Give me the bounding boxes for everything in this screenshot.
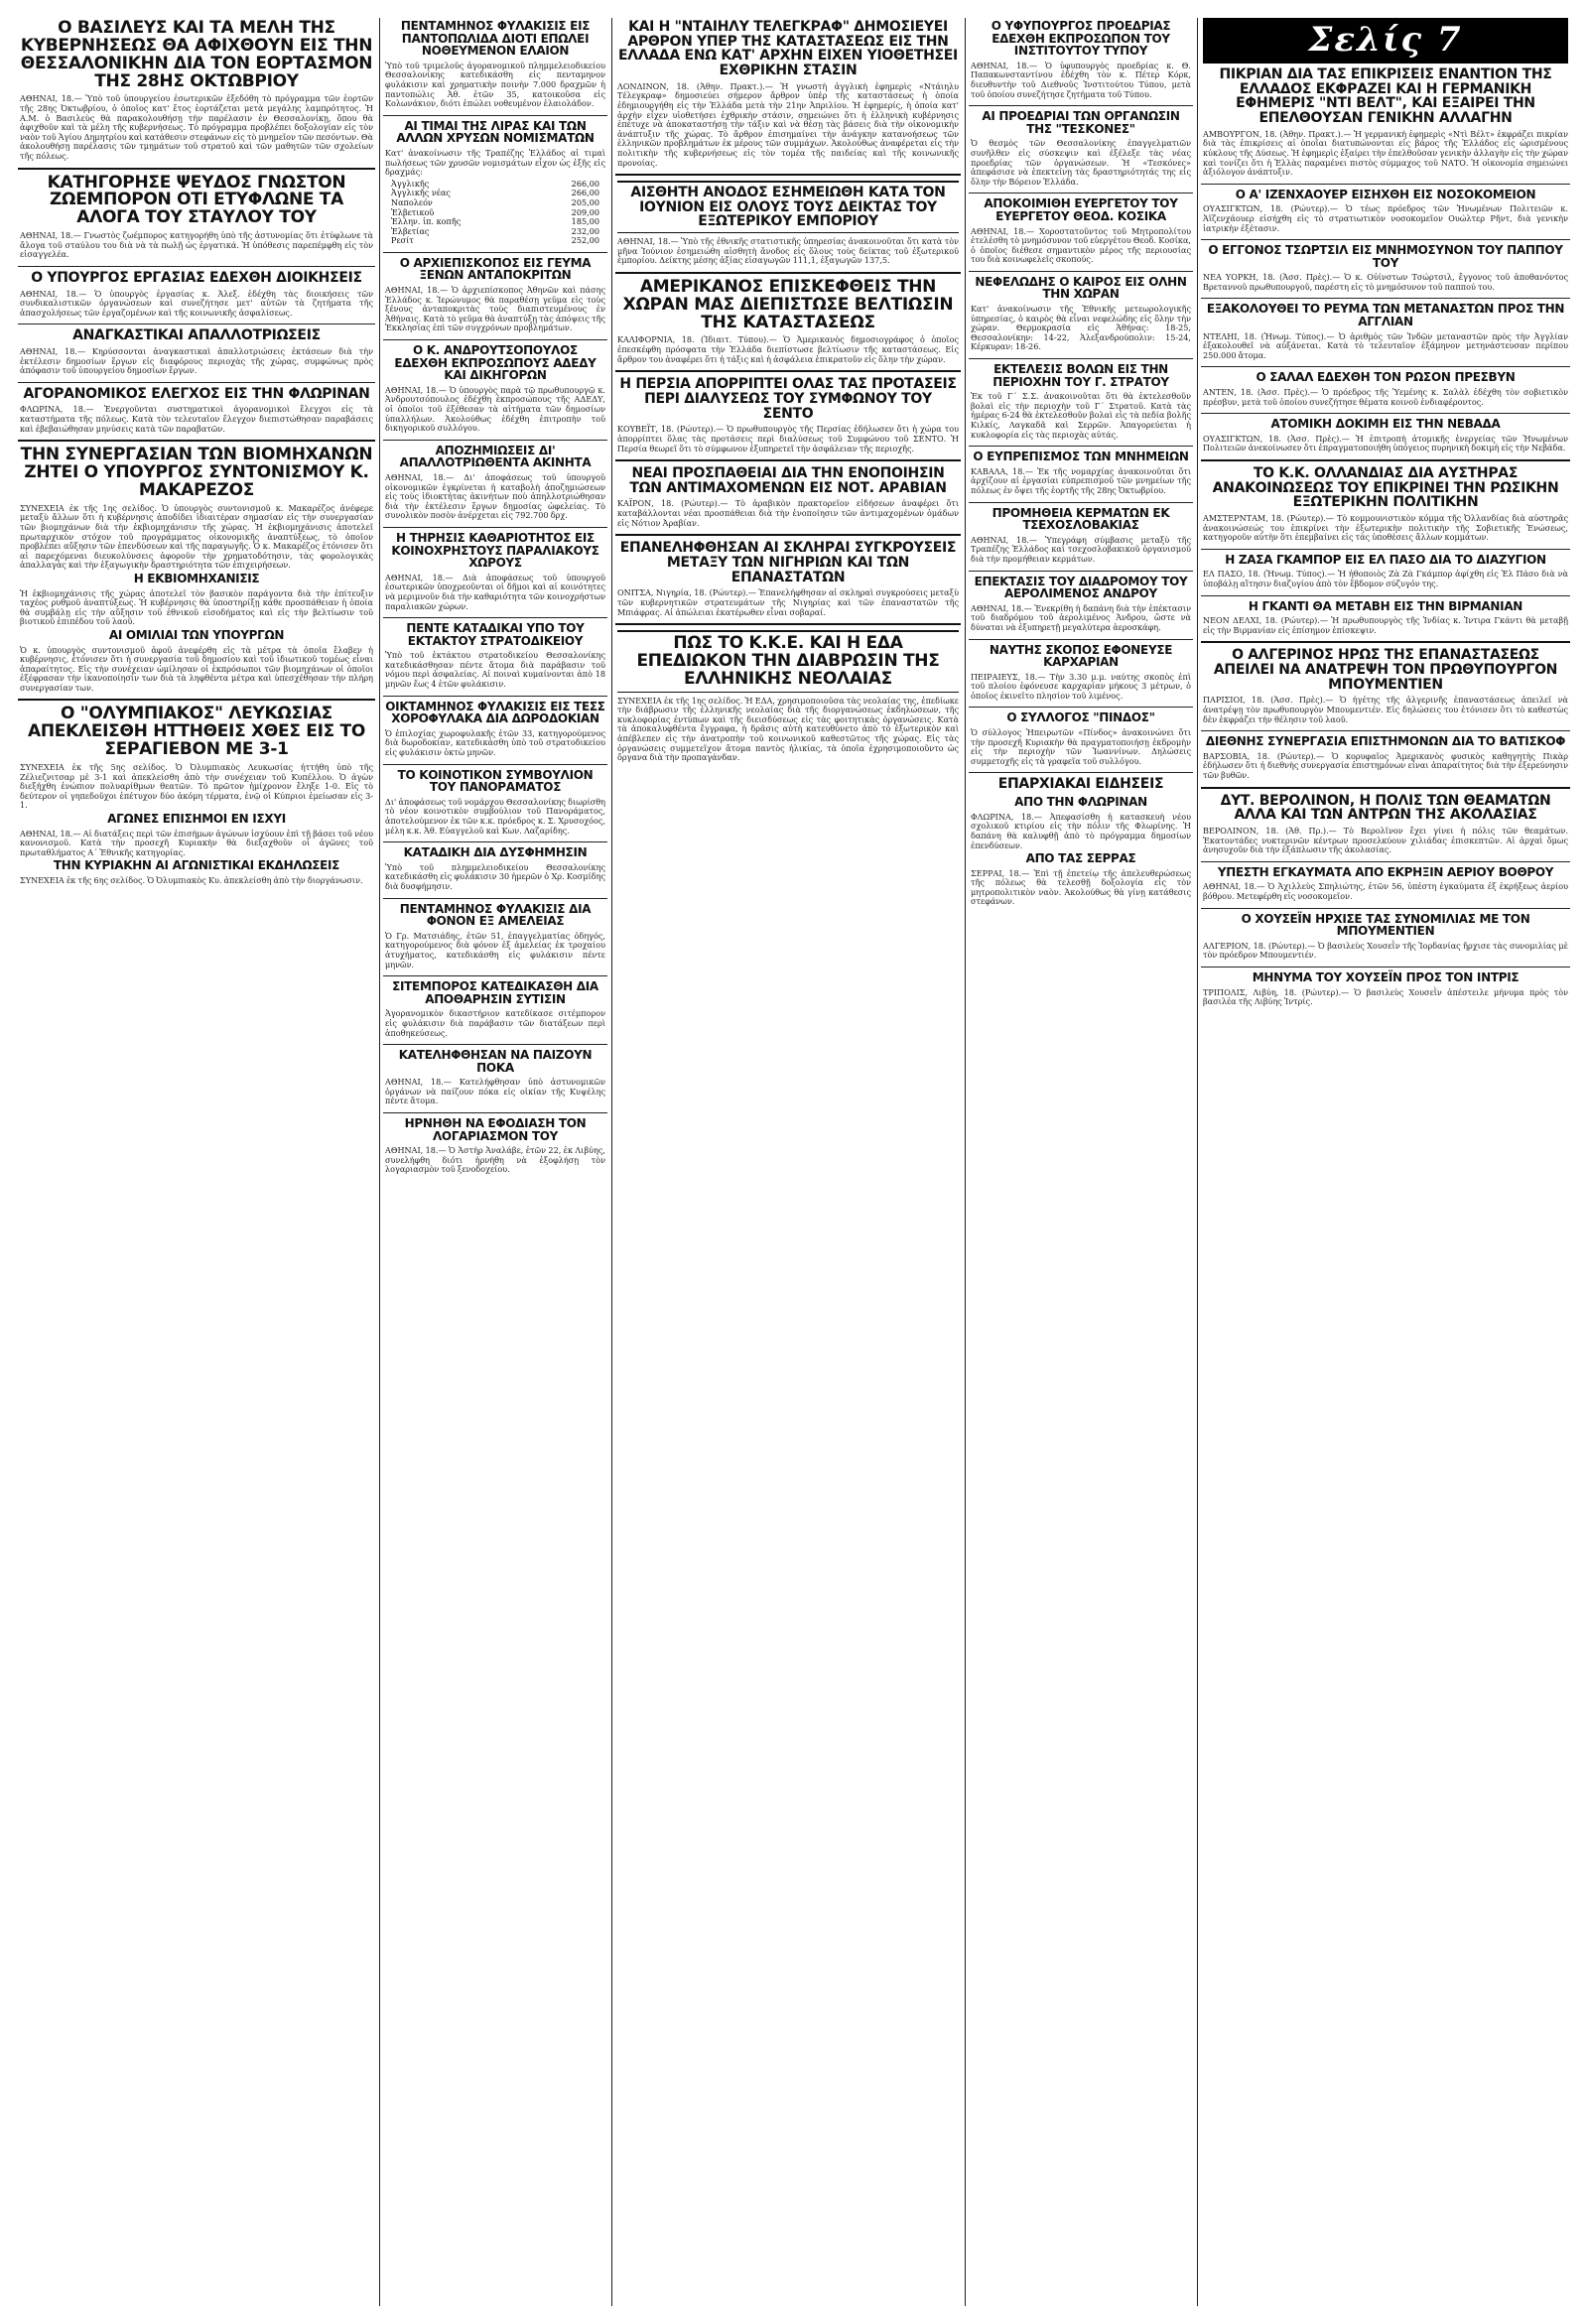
headline: Η ΓΚΑΝΤΙ ΘΑ ΜΕΤΑΒΗ ΕΙΣ ΤΗΝ ΒΙΡΜΑΝΙΑΝ	[1248, 598, 1523, 613]
article	[383, 980, 607, 1038]
headline: ΤΟ Κ.Κ. ΟΛΛΑΝΔΙΑΣ ΔΙΑ ΑΥΣΤΗΡΑΣ ΑΝΑΚΟΙΝΩΣΕΩΣ ΤΟΥ ΕΠΙΚΡΙΝΕΙ ΤΗΝ ΡΩΣΙΚΗΝ ΕΞΩΤΕΡΙΚΗΝ ΠΟΛΙΤΙΚΗΝ	[1212, 465, 1559, 511]
headline: Ο ΥΠΟΥΡΓΟΣ ΕΡΓΑΣΙΑΣ ΕΔΕΧΘΗ ΔΙΟΙΚΗΣΕΙΣ	[31, 269, 362, 286]
column-rule	[965, 18, 966, 2306]
headline: Η ΖΑΣΑ ΓΚΑΜΠΟΡ ΕΙΣ ΕΛ ΠΑΣΟ ΔΙΑ ΤΟ ΔΙΑΖΥΓΙΟΝ	[1225, 552, 1546, 567]
table-row: Ρεσίτ 252,00	[391, 235, 599, 246]
headline: ΠΕΝΤΕ ΚΑΤΑΔΙΚΑΙ ΥΠΟ ΤΟΥ ΕΚΤΑΚΤΟΥ ΣΤΡΑΤΟΔΙΚΕΙΟΥ	[406, 621, 585, 648]
headline: Ο ΧΟΥΣΕΪΝ ΗΡΧΙΣΕ ΤΑΣ ΣΥΝΟΜΙΛΙΑΣ ΜΕ ΤΟΝ ΜΠΟΥΜΕΝΤΙΕΝ	[1241, 911, 1530, 939]
article-body: ΣΕΡΡΑΙ, 18.— Ἐπὶ τῇ ἐπετείῳ τῆς ἀπελευθερώσεως τῆς πόλεως θὰ τελεσθῇ δοξολογία εἰς τὸν μητροπολιτικὸν ναὸν. Ἀκολούθως θὰ γίνῃ κατάθεσις στεφάνων.	[971, 867, 1193, 907]
article-body: ΚΟΥΒΕΪΤ, 18. (Ρώυτερ).— Ὁ πρωθυπουργὸς τῆς Περσίας ἐδήλωσεν ὅτι ἡ χώρα του ἀπορρίπτει ὅλας τὰς προτάσεις περὶ διαλύσεως τοῦ Συμφώνου τοῦ ΣΕΝΤΟ. Ἡ Περσία θεωρεῖ ὅτι τὸ σύμφωνον ἐξυπηρετεῖ τὴν ἀσφάλειαν τῆς περιοχῆς.	[617, 424, 961, 453]
article-body: Κατ' ἀνακοίνωσιν τῆς Ἐθνικῆς μετεωρολογικῆς ὑπηρεσίας, ὁ καιρὸς θὰ εἶναι νεφελώδης εἰς ὅλην τὴν χώραν. Θερμοκρασία εἰς Ἀθήνας: 18-25, Θεσσαλονίκην: 14-22, Ἀλεξανδρούπολιν: 15-24, Κέρκυραν: 18-26.	[971, 304, 1193, 352]
headline: Ο ΣΥΛΛΟΓΟΣ "ΠΙΝΔΟΣ"	[1006, 710, 1155, 725]
article	[615, 377, 961, 453]
headline: ΠΙΚΡΙΑΝ ΔΙΑ ΤΑΣ ΕΠΙΚΡΙΣΕΙΣ ΕΝΑΝΤΙΟΝ ΤΗΣ ΕΛΛΑΔΟΣ ΕΚΦΡΑΖΕΙ ΚΑΙ Η ΓΕΡΜΑΝΙΚΗ ΕΦΗΜΕΡΙΣ "ΝΤΙ ΒΕΛΤ", ΚΑΙ ΕΞΑΙΡΕΙ ΤΗΝ ΕΠΕΛΘΟΥΣΑΝ ΓΕΝΙΚΗΝ ΑΛΛΑΓΗΝ	[1219, 66, 1552, 127]
article	[615, 630, 961, 763]
article-body: ΑΘΗΝΑΙ, 18.— Αἱ διατάξεις περὶ τῶν ἐπισήμων ἀγώνων ἰσχύουν ἐπὶ τῇ βάσει τοῦ νέου κανονισμοῦ. Κατὰ τὴν προσεχῆ Κυριακὴν θὰ διεξαχθοῦν οἱ ἀγῶνες τοῦ πρωταθλήματος Α΄ Ἐθνικῆς κατηγορίας.	[20, 828, 375, 857]
article-body: ΟΥΑΣΙΓΚΤΩΝ, 18. (Ἀσσ. Πρὲς).— Ἡ ἐπιτροπὴ ἀτομικῆς ἐνεργείας τῶν Ἡνωμένων Πολιτειῶν ἀνεκοίνωσεν ὅτι ἐπραγματοποιήθη ὑπόγειος πυρηνικὴ δοκιμὴ εἰς τὴν Νεβάδα.	[1203, 433, 1570, 453]
column-1	[18, 18, 375, 2306]
article	[18, 20, 375, 162]
article	[969, 276, 1193, 352]
subheading: ΑΠΟ ΤΗΝ ΦΛΩΡΙΝΑΝ	[1014, 795, 1147, 810]
article	[383, 903, 607, 970]
article-body: ΣΥΝΕΧΕΙΑ ἐκ τῆς 1ης σελίδος. Ἡ ΕΔΑ, χρησιμοποιοῦσα τὰς νεολαίας της, ἐπεδίωκε τὴν διάβρωσιν τῆς ἑλληνικῆς νεολαίας διὰ τῆς διοργανώσεως ἐκδηλώσεων, τῆς κυκλοφορίας ἐντύπων καὶ τῆς διεισδύσεως εἰς τὰς φοιτητικὰς ὀργανώσεις. Κατὰ τὰ ἀποκαλυφθέντα ἔγγραφα, ἡ δρᾶσις αὐτὴ κατευθύνετο ἀπὸ τὸ ἐξωτερικὸν καὶ ἀπέβλεπεν εἰς τὴν ἀνατροπὴν τοῦ κοινωνικοῦ καθεστῶτος τῆς χώρας. Εἰς τὰς ὀργανώσεις συμμετεῖχον ἄτομα παντὸς ἡλικίας, τὰ ὁποῖα ἐχρησιμοποιοῦντο ὡς ὄργανα διὰ τὴν προπαγάνδαν.	[617, 695, 961, 763]
table-row: Ἀγγλικῆς νέας 266,00	[391, 188, 599, 198]
headline: ΤΟ ΚΟΙΝΟΤΙΚΟΝ ΣΥΜΒΟΥΛΙΟΝ ΤΟΥ ΠΑΝΟΡΑΜΑΤΟΣ	[397, 767, 594, 795]
article	[969, 363, 1193, 440]
article-body: Ὑπὸ τοῦ ἐκτάκτου στρατοδικείου Θεσσαλονίκης κατεδικάσθησαν πέντε ἄτομα διὰ παράβασιν τοῦ νόμου περὶ ἀσφαλείας. Αἱ ποιναὶ κυμαίνονται ἀπὸ 18 μηνῶν ἕως 4 ἐτῶν φυλάκισιν.	[385, 650, 607, 690]
subheading: Η ΕΚΒΙΟΜΗΧΑΝΙΣΙΣ	[133, 571, 260, 585]
headline: ΑΓΟΡΑΝΟΜΙΚΟΣ ΕΛΕΓΧΟΣ ΕΙΣ ΤΗΝ ΦΛΩΡΙΝΑΝ	[23, 385, 370, 402]
headline: ΕΠΕΚΤΑΣΙΣ ΤΟΥ ΔΙΑΔΡΟΜΟΥ ΤΟΥ ΑΕΡΟΛΙΜΕΝΟΣ ΑΝΔΡΟΥ	[974, 574, 1188, 601]
article	[18, 706, 375, 885]
article	[1201, 866, 1570, 902]
article	[969, 777, 1193, 907]
article-body: ΦΛΩΡΙΝΑ, 18.— Ἐνεργοῦνται συστηματικοὶ ἀγορανομικοὶ ἔλεγχοι εἰς τὰ καταστήματα τῆς πόλεως. Κατὰ τὸν τελευταῖον ἔλεγχον διεπιστώθησαν παραβάσεις καὶ ἐβεβαιώθησαν μηνύσεις κατὰ τῶν παραβατῶν.	[20, 404, 375, 434]
article-body: ΚΑΪΡΟΝ, 18. (Ρώυτερ).— Τὸ ἀραβικὸν πρακτορεῖον εἰδήσεων ἀναφέρει ὅτι καταβάλλονται νέαι προσπάθειαι διὰ τὴν ἑνοποίησιν τῶν ἀντιμαχομένων ὁμάδων εἰς Νότιον Ἀραβίαν.	[617, 498, 961, 528]
page-number-masthead: Σελίς 7	[1203, 18, 1568, 64]
subheading: ΑΠΟ ΤΑΣ ΣΕΡΡΑΣ	[1025, 851, 1136, 866]
article-body: ΑΘΗΝΑΙ, 18.— Ὁ Ἀχιλλεὺς Σπηλιώτης, ἐτῶν 56, ὑπέστη ἐγκαύματα ἐξ ἐκρήξεως ἀερίου βόθρου. Μετεφέρθη εἰς νοσοκομεῖον.	[1203, 881, 1570, 901]
article-body: Δι' ἀποφάσεως τοῦ νομάρχου Θεσσαλονίκης διωρίσθη τὸ νέον κοινοτικὸν συμβούλιον τοῦ Πανοράματος, ἀποτελούμενον ἐκ τῶν κ.κ. πρόεδρος κ. Σ. Χρυσοχόος, μέλη κ.κ. Ἀθ. Εὐαγγελοῦ καὶ Κων. Λαζαρίδης.	[385, 796, 607, 836]
headline: ΤΗΝ ΣΥΝΕΡΓΑΣΙΑΝ ΤΩΝ ΒΙΟΜΗΧΑΝΩΝ ΖΗΤΕΙ Ο ΥΠΟΥΡΓΟΣ ΣΥΝΤΟΝΙΣΜΟΥ Κ. ΜΑΚΑΡΕΖΟΣ	[20, 445, 373, 500]
article	[1201, 67, 1570, 178]
article	[18, 447, 375, 693]
article	[1201, 554, 1570, 589]
article-body: ΝΕΑ ΥΟΡΚΗ, 18. (Ἀσσ. Πρὲς).— Ὁ κ. Οὐίνστων Τσώρτσιλ, ἔγγονος τοῦ ἀποθανόντος Βρεταννοῦ πρωθυπουργοῦ, παρέστη εἰς τὸ μνημόσυνον τοῦ παππού του.	[1203, 272, 1570, 292]
article	[969, 451, 1193, 495]
article	[383, 344, 607, 434]
article	[969, 644, 1193, 702]
headline: ΕΠΑΡΧΙΑΚΑΙ ΕΙΔΗΣΕΙΣ	[997, 776, 1164, 793]
article-body: ΝΕΟΝ ΔΕΛΧΙ, 18. (Ρώυτερ).— Ἡ πρωθυπουργὸς τῆς Ἰνδίας κ. Ἰντιρα Γκάντι θὰ μεταβῇ εἰς τὴν Βιρμανίαν εἰς ἐπίσημον ἐπίσκεψιν.	[1203, 615, 1570, 635]
table-row: Ἑλλην. ἱπ. κοπῆς 185,00	[391, 216, 599, 227]
article-body: ΑΘΗΝΑΙ, 18.— Ὑπὸ τοῦ ὑπουργείου ἐσωτερικῶν ἐξεδόθη τὸ πρόγραμμα τῶν ἑορτῶν τῆς 28ης Ὀκτωβρίου, ὁ ὁποῖος κατ' ἔτος ἑορτάζεται μετὰ μεγάλης λαμπρότητος. Ἡ Α.Μ. ὁ Βασιλεὺς θὰ παρακολουθήσῃ τὴν παρέλασιν ἐν Θεσσαλονίκῃ, ὅπου θὰ ἀφιχθοῦν καὶ τὰ μέλη τῆς κυβερνήσεως. Τὸ πρόγραμμα προβλέπει δοξολογίαν εἰς τὸν ναὸν τοῦ Ἁγίου Δημητρίου καὶ κατάθεσιν στεφάνων εἰς τὸ μνημεῖον τῶν πεσόντων. Θὰ ἀκολουθήσῃ παρέλασις τῶν τμημάτων τοῦ στρατοῦ καὶ τῶν μαθητῶν τῶν σχολείων τῆς πόλεως.	[20, 93, 375, 161]
article-body: ΤΡΙΠΟΛΙΣ, Λιβύη, 18. (Ρώυτερ).— Ὁ βασιλεὺς Χουσεῒν ἀπέστειλε μήνυμα πρὸς τὸν βασιλέα τῆς Λιβύης Ἰντρίς.	[1203, 986, 1570, 1007]
article	[969, 711, 1193, 766]
gold-price-table	[391, 180, 599, 246]
article-body: Ὑπὸ τοῦ τριμελοῦς ἀγορανομικοῦ πλημμελειοδικείου Θεσσαλονίκης κατεδικάσθη εἰς πενταμηνον φυλάκισιν καὶ χρηματικὴν ποινὴν 7.000 δραχμῶν ἡ παντοπώλις Ἀθ. ἐτῶν 35, κατοικοῦσα εἰς Κολωνάκιον, διότι ἐπώλει νοθευμένον ἐλαιολάδον.	[385, 60, 607, 109]
article	[383, 769, 607, 837]
headline: Ο Α' ΙΖΕΝΧΑΟΥΕΡ ΕΙΣΗΧΘΗ ΕΙΣ ΝΟΣΟΚΟΜΕΙΟΝ	[1235, 187, 1536, 201]
headline: ΑΠΟΖΗΜΙΩΣΕΙΣ ΔΙ' ΑΠΑΛΛΟΤΡΙΩΘΕΝΤΑ ΑΚΙΝΗΤΑ	[399, 443, 592, 470]
table-row: Ἑλβετίας 232,00	[391, 225, 599, 236]
column-rule	[379, 18, 380, 2306]
article	[383, 1117, 607, 1175]
article-body: Κατ' ἀνακοίνωσιν τῆς Τραπέζης Ἑλλάδος αἱ τιμαὶ πωλήσεως τῶν χρυσῶν νομισμάτων εἶχον ὡς ἑξῆς εἰς δραχμάς:	[385, 147, 607, 178]
article-body: ΠΕΙΡΑΙΕΥΣ, 18.— Τὴν 3.30 μ.μ. ναύτης σκοπὸς ἐπὶ τοῦ πλοίου ἐφόνευσε καρχαρίαν μήκους 3 μέτρων, ὁ ὁποῖος ἐκινεῖτο πλησίον τοῦ λιμένος.	[971, 671, 1193, 701]
article-body: ΑΘΗΝΑΙ, 18.— Ὁ ὑπουργὸς ἐργασίας κ. Ἀλεξ. ἐδέχθη τὰς διοικήσεις τῶν συνδικαλιστικῶν ὀργανώσεων καὶ συνεζήτησε μετ' αὐτῶν τὰ ζητήματα τῆς ἀπασχολήσεως τῶν ἐργαζομένων καὶ τῆς κοινωνικῆς ἀσφαλίσεως.	[20, 288, 375, 318]
headline: ΠΡΟΜΗΘΕΙΑ ΚΕΡΜΑΤΩΝ ΕΚ ΤΣΕΧΟΣΛΟΒΑΚΙΑΣ	[992, 505, 1170, 533]
headline: ΠΕΝΤΑΜΗΝΟΣ ΦΥΛΑΚΙΣΙΣ ΔΙΑ ΦΟΝΟΝ ΕΞ ΑΜΕΛΕΙΑΣ	[399, 901, 592, 929]
article	[1201, 600, 1570, 636]
headline: ΑΤΟΜΙΚΗ ΔΟΚΙΜΗ ΕΙΣ ΤΗΝ ΝΕΒΑΔΑ	[1270, 417, 1501, 432]
article	[1201, 466, 1570, 543]
headline: ΕΠΑΝΕΛΗΦΘΗΣΑΝ ΑΙ ΣΚΛΗΡΑΙ ΣΥΓΚΡΟΥΣΕΙΣ ΜΕΤΑΞΥ ΤΩΝ ΝΙΓΗΡΙΩΝ ΚΑΙ ΤΩΝ ΕΠΑΝΑΣΤΑΤΩΝ	[619, 540, 957, 585]
article-body: ΣΥΝΕΧΕΙΑ ἐκ τῆς 1ης σελίδος. Ὁ ὑπουργὸς συντονισμοῦ κ. Μακαρέζος ἀνέφερε μεταξὺ ἄλλων ὅτι ἡ κυβέρνησις ἀποδίδει ἰδιαιτέραν σημασίαν εἰς τὴν συνεργασίαν τῶν βιομηχάνων διὰ τὴν ἐκβιομηχάνισιν τῆς χώρας. Ἡ ἐκβιομηχάνισις ἀποτελεῖ πρωταρχικὸν στόχον τοῦ προγράμματος οἰκονομικῆς ἀναπτύξεως, τὸ ὁποῖον προβλέπει αὔξησιν τῶν ἐπενδύσεων καὶ τῆς παραγωγῆς. Ὁ κ. Μακαρέζος ἐτόνισεν ὅτι αἱ παρεχόμεναι διευκολύνσεις ἀφοροῦν τὴν χρηματοδότησιν, τὰς φορολογικὰς ἀπαλλαγὰς καὶ τὴν ἐξαγωγικὴν δραστηριότητα τῶν ἐπιχειρήσεων.	[20, 502, 375, 571]
headline: ΚΑΤΗΓΟΡΗΣΕ ΨΕΥΔΟΣ ΓΝΩΣΤΟΝ ΖΩΕΜΠΟΡΟΝ ΟΤΙ ΕΤΥΦΛΩΝΕ ΤΑ ΑΛΟΓΑ ΤΟΥ ΣΤΑΥΛΟΥ ΤΟΥ	[47, 172, 346, 228]
article	[1201, 648, 1570, 724]
table-row: Ἑλβετικοῦ 209,00	[391, 206, 599, 217]
article-body: Ὁ ἐπιλοχίας χωροφυλακῆς ἐτῶν 33, κατηγορούμενος διὰ δωροδοκίαν, κατεδικάσθη ὑπὸ τοῦ στρατοδικείου εἰς φυλάκισιν ὀκτὼ μηνῶν.	[385, 727, 607, 758]
article	[383, 445, 607, 521]
headline: ΔΥΤ. ΒΕΡΟΛΙΝΟΝ, Η ΠΟΛΙΣ ΤΩΝ ΘΕΑΜΑΤΩΝ ΑΛΛΑ ΚΑΙ ΤΩΝ ΑΝΤΡΩΝ ΤΗΣ ΑΚΟΛΑΣΙΑΣ	[1220, 792, 1551, 824]
headline: Ο ΥΦΥΠΟΥΡΓΟΣ ΠΡΟΕΔΡΙΑΣ ΕΔΕΧΘΗ ΕΚΠΡΟΣΩΠΟΝ ΤΟΥ ΙΝΣΤΙΤΟΥΤΟΥ ΤΥΠΟΥ	[991, 19, 1171, 59]
article	[969, 507, 1193, 565]
headline: ΔΙΕΘΝΗΣ ΣΥΝΕΡΓΑΣΙΑ ΕΠΙΣΤΗΜΟΝΩΝ ΔΙΑ ΤΟ ΒΑΤΙΣΚΟΦ	[1205, 734, 1566, 749]
headline: ΝΕΦΕΛΩΔΗΣ Ο ΚΑΙΡΟΣ ΕΙΣ ΟΛΗΝ ΤΗΝ ΧΩΡΑΝ	[975, 274, 1187, 302]
article	[615, 20, 961, 168]
article	[969, 20, 1193, 99]
article-body: ΑΝΤΕΝ, 18. (Ἀσσ. Πρὲς).— Ὁ πρόεδρος τῆς Ὑεμένης κ. Σαλὰλ ἐδέχθη τὸν σοβιετικὸν πρέσβυν, μετὰ τοῦ ὁποίου συνεζήτησε θέματα κοινοῦ ἐνδιαφέροντος.	[1203, 387, 1570, 407]
article-body: Ἀγορανομικὸν δικαστήριον κατεδίκασε σιτέμπορον εἰς φυλάκισιν διὰ παράβασιν τῶν διατάξεων περὶ ἀποθηκεύσεως.	[385, 1008, 607, 1038]
article-body: ΕΛ ΠΑΣΟ, 18. (Ἡνωμ. Τύπος).— Ἡ ἠθοποιὸς Ζὰ Ζὰ Γκάμπορ ἀφίχθη εἰς Ἐλ Πάσο διὰ νὰ ὑποβάλῃ αἴτησιν διαζυγίου ἀπὸ τὸν ἔβδομον σύζυγόν της.	[1203, 569, 1570, 589]
article	[383, 846, 607, 891]
article	[615, 181, 961, 266]
article-body: ΑΘΗΝΑΙ, 18.— Γνωστὸς ζωέμπορος κατηγορήθη ὑπὸ τῆς ἀστυνομίας ὅτι ἐτύφλωνε τὰ ἄλογα τοῦ σταύλου του διὰ νὰ τὰ πωλῇ ὡς ἐργατικά. Ἡ ὑπόθεσις παρεπέμφθη εἰς τὸν εἰσαγγελέα.	[20, 230, 375, 260]
article	[615, 541, 961, 617]
headline: ΑΠΟΚΟΙΜΙΘΗ ΕΥΕΡΓΕΤΟΥ ΤΟΥ ΕΥΕΡΓΕΤΟΥ ΘΕΟΔ. ΚΟΣΙΚΑ	[984, 196, 1178, 223]
article	[615, 466, 961, 528]
headline: ΠΩΣ ΤΟ Κ.Κ.Ε. ΚΑΙ Η ΕΔΑ ΕΠΕΔΙΩΚΟΝ ΤΗΝ ΔΙΑΒΡΩΣΙΝ ΤΗΣ ΕΛΛΗΝΙΚΗΣ ΝΕΟΛΑΙΑΣ	[617, 630, 959, 693]
article	[383, 20, 607, 109]
article-body: ΑΜΣΤΕΡΝΤΑΜ, 18. (Ρώυτερ).— Τὸ κομμουνιστικὸν κόμμα τῆς Ὀλλανδίας διὰ αὐστηρᾶς ἀνακοινώσεώς του ἐπικρίνει τὴν ἐξωτερικὴν πολιτικὴν τῆς Σοβιετικῆς Ἑνώσεως, κατηγοροῦν αὐτὴν ὅτι ἐπεμβαίνει εἰς τὰς ὑποθέσεις ἄλλων κομμάτων.	[1203, 513, 1570, 543]
article-body: ΛΟΝΔΙΝΟΝ, 18. (Ἀθην. Πρακτ.).— Ἡ γνωστὴ ἀγγλικὴ ἐφημερὶς «Ντάιηλυ Τέλεγκραφ» δημοσιεύει σήμερον ἄρθρον ὑπὲρ τῆς καταστάσεως ἡ ὁποία ἐδημιουργήθη εἰς τὴν Ἑλλάδα μετὰ τὴν 21ην Ἀπριλίου. Ἡ ἐφημερίς, ἡ ὁποία κατ' ἀρχὴν εἶχεν υἱοθετήσει ἐχθρικὴν στάσιν, σημειώνει ὅτι ἡ ἑλληνικὴ κυβέρνησις ἐπέτυχε νὰ ἀποκαταστήσῃ τὴν τάξιν καὶ νὰ θέσῃ τὰς βάσεις διὰ τὴν οἰκονομικὴν ἀνάπτυξιν τῆς χώρας. Τὸ ἄρθρον ἐπισημαίνει τὴν ἀνάγκην κατανοήσεως τῶν ἑλληνικῶν προβλημάτων ἐκ μέρους τῶν συμμάχων. Ἀκολούθως ἀναφέρεται εἰς τὴν πολιτικὴν τῆς κυβερνήσεως εἰς τὸν τομέα τῆς παιδείας καὶ τῆς κοινωνικῆς προνοίας.	[617, 80, 961, 168]
article-body: Ὁ Γρ. Ματσιάδης, ἐτῶν 51, ἐπαγγελματίας ὁδηγός, κατηγορούμενος διὰ φόνον ἐξ ἀμελείας ἐκ τροχαίου ἀτυχήματος, κατεδικάσθη εἰς φυλάκισιν πέντε μηνῶν.	[385, 930, 607, 969]
article	[1201, 244, 1570, 292]
article-body: ΑΘΗΝΑΙ, 18.— Ὁ ὑπουργὸς παρὰ τῷ πρωθυπουργῷ κ. Ἀνδρουτσόπουλος ἐδέχθη ἐκπροσώπους τῆς ΑΔΕΔΥ, οἱ ὁποῖοι τοῦ ἐξέθεσαν τὰ αἰτήματα τῶν δημοσίων ὑπαλλήλων. Ἀκολούθως ἐδέχθη ἐπιτροπὴν τοῦ δικηγορικοῦ συλλόγου.	[385, 384, 607, 434]
headline: ΜΗΝΥΜΑ ΤΟΥ ΧΟΥΣΕΪΝ ΠΡΟΣ ΤΟΝ ΙΝΤΡΙΣ	[1252, 969, 1520, 984]
article	[1201, 794, 1570, 855]
headline: ΕΚΤΕΛΕΣΙΣ ΒΟΛΩΝ ΕΙΣ ΤΗΝ ΠΕΡΙΟΧΗΝ ΤΟΥ Γ. ΣΤΡΑΤΟΥ	[992, 362, 1169, 389]
subheading: ΑΙ ΟΜΙΛΙΑΙ ΤΩΝ ΥΠΟΥΡΓΩΝ	[108, 627, 285, 642]
headline: ΠΕΝΤΑΜΗΝΟΣ ΦΥΛΑΚΙΣΙΣ ΕΙΣ ΠΑΝΤΟΠΩΛΙΔΑ ΔΙΟΤΙ ΕΠΩΛΕΙ ΝΟΘΕΥΜΕΝΟΝ ΕΛΑΙΟΝ	[400, 19, 591, 59]
column-4	[969, 18, 1193, 2306]
headline: Η ΤΗΡΗΣΙΣ ΚΑΘΑΡΙΟΤΗΤΟΣ ΕΙΣ ΚΟΙΝΟΧΡΗΣΤΟΥΣ ΠΑΡΑΛΙΑΚΟΥΣ ΧΩΡΟΥΣ	[391, 530, 599, 571]
article-body: ΑΛΓΕΡΙΟΝ, 18. (Ρώυτερ).— Ὁ βασιλεὺς Χουσεῒν τῆς Ἰορδανίας ἤρχισε τὰς συνομιλίας μὲ τὸν πρόεδρον Μπουμεντιέν.	[1203, 940, 1570, 961]
article	[969, 110, 1193, 187]
article	[18, 271, 375, 318]
subheading: ΑΓΩΝΕΣ ΕΠΙΣΗΜΟΙ ΕΝ ΙΣΧΥΙ	[107, 811, 286, 826]
article-body: ΟΥΑΣΙΓΚΤΩΝ, 18. (Ρώυτερ).— Ὁ τέως πρόεδρος τῶν Ἡνωμένων Πολιτειῶν κ. Ἀϊζενχάουερ εἰσήχθη εἰς τὸ στρατιωτικὸν νοσοκομεῖον Ουώλτερ Ρῆντ, διὰ γενικὴν ἰατρικὴν ἐξέτασιν.	[1203, 203, 1570, 233]
article-body: Ἡ ἐκβιομηχάνισις τῆς χώρας ἀποτελεῖ τὸν βασικὸν παράγοντα διὰ τὴν ἐπίτευξιν ταχέος ρυθμοῦ ἀναπτύξεως. Ἡ κυβέρνησις θὰ ὑποστηρίξῃ κάθε προσπάθειαν ἡ ὁποία θὰ συμβάλῃ εἰς τὴν αὔξησιν τοῦ ἐθνικοῦ εἰσοδήματος καὶ εἰς τὴν βελτίωσιν τοῦ βιοτικοῦ ἐπιπέδου τοῦ λαοῦ.	[20, 587, 375, 627]
article-body: Ὑπὸ τοῦ πλημμελειοδικείου Θεσσαλονίκης κατεδικάσθη εἰς φυλάκισιν 30 ἡμερῶν ὁ Χρ. Κοσμίδης διὰ δυσφήμησιν.	[385, 861, 607, 891]
headline: ΑΜΕΡΙΚΑΝΟΣ ΕΠΙΣΚΕΦΘΕΙΣ ΤΗΝ ΧΩΡΑΝ ΜΑΣ ΔΙΕΠΙΣΤΩΣΕ ΒΕΛΤΙΩΣΙΝ ΤΗΣ ΚΑΤΑΣΤΑΣΕΩΣ	[622, 276, 954, 332]
article	[1201, 735, 1570, 780]
article-body: Ὁ σύλλογος Ἠπειρωτῶν «Πίνδος» ἀνακοινώνει ὅτι τὴν προσεχῆ Κυριακὴν θὰ πραγματοποιήσῃ ἐκδρομὴν εἰς τὴν περιοχὴν τῶν Ἰωαννίνων. Δηλώσεις συμμετοχῆς εἰς τὰ γραφεῖα τοῦ συλλόγου.	[971, 727, 1193, 766]
article	[969, 576, 1193, 633]
headline: Ο ΑΛΓΕΡΙΝΟΣ ΗΡΩΣ ΤΗΣ ΕΠΑΝΑΣΤΑΣΕΩΣ ΑΠΕΙΛΕΙ ΝΑ ΑΝΑΤΡΕΨΗ ΤΟΝ ΠΡΩΘΥΠΟΥΡΓΟΝ ΜΠΟΥΜΕΝΤΙΕΝ	[1213, 647, 1558, 693]
subheading: ΤΗΝ ΚΥΡΙΑΚΗΝ ΑΙ ΑΓΩΝΙΣΤΙΚΑΙ ΕΚΔΗΛΩΣΕΙΣ	[53, 858, 340, 873]
article	[1201, 371, 1570, 407]
article-body: ΟΝΙΤΣΑ, Νιγηρία, 18. (Ρώυτερ).— Ἐπανελήφθησαν αἱ σκληραὶ συγκρούσεις μεταξὺ τῶν κυβερνητικῶν στρατευμάτων τῆς Νιγηρίας καὶ τῶν ἐπαναστατῶν τῆς Μπιάφρας. Αἱ ἀπώλειαι ἑκατέρωθεν εἶναι σοβαραί.	[617, 587, 961, 617]
article	[18, 387, 375, 434]
headline: ΑΙ ΠΡΟΕΔΡΙΑΙ ΤΩΝ ΟΡΓΑΝΩΣΙΝ ΤΗΣ "ΤΕΣΚΟΝΕΣ"	[982, 109, 1180, 136]
headline: Ο ΣΑΛΑΛ ΕΔΕΧΘΗ ΤΟΝ ΡΩΣΟΝ ΠΡΕΣΒΥΝ	[1256, 370, 1516, 385]
article	[969, 197, 1193, 265]
article-body: ΒΕΡΟΛΙΝΟΝ, 18. (Ἀθ. Πρ.).— Τὸ Βερολῖνον ἔχει γίνει ἡ πόλις τῶν θεαμάτων. Ἐκατοντάδες νυκτερινῶν κέντρων προσελκύουν χιλιάδας ἐπισκεπτῶν. Αἱ ἀρχαὶ ὅμως ἀνησυχοῦν διὰ τὴν ἐξάπλωσιν τῆς ἀκολασίας.	[1203, 826, 1570, 855]
column-5	[1201, 18, 1570, 2306]
headline: Ο "ΟΛΥΜΠΙΑΚΟΣ" ΛΕΥΚΩΣΙΑΣ ΑΠΕΚΛΕΙΣΘΗ ΗΤΤΗΘΕΙΣ ΧΘΕΣ ΕΙΣ ΤΟ ΣΕΡΑΓΙΕΒΟΝ ΜΕ 3-1	[28, 704, 365, 760]
headline: ΑΙ ΤΙΜΑΙ ΤΗΣ ΛΙΡΑΣ ΚΑΙ ΤΩΝ ΑΛΛΩΝ ΧΡΥΣΩΝ ΝΟΜΙΣΜΑΤΩΝ	[396, 118, 595, 146]
article-body: ΑΘΗΝΑΙ, 18.— Ὁ ἀρχιεπίσκοπος Ἀθηνῶν καὶ πάσης Ἑλλάδος κ. Ἱερώνυμος θὰ παραθέσῃ γεῦμα εἰς τοὺς ξένους ἀνταποκριτὰς τοὺς διαπιστευμένους ἐν Ἀθήναις. Κατὰ τὸ γεῦμα θὰ ἀναπτύξῃ τὰς ἀπόψεις τῆς Ἐκκλησίας ἐπὶ τῶν συγχρόνων προβλημάτων.	[385, 285, 607, 333]
headline: ΑΙΣΘΗΤΗ ΑΝΟΔΟΣ ΕΣΗΜΕΙΩΘΗ ΚΑΤΑ ΤΟΝ ΙΟΥΝΙΟΝ ΕΙΣ ΟΛΟΥΣ ΤΟΥΣ ΔΕΙΚΤΑΣ ΤΟΥ ΕΞΩΤΕΡΙΚΟΥ ΕΜΠΟΡΙΟΥ	[617, 181, 959, 233]
article-body: ΦΛΩΡΙΝΑ, 18.— Ἀπεφασίσθη ἡ κατασκευὴ νέου σχολικοῦ κτιρίου εἰς τὴν πόλιν τῆς Φλωρίνης. Ἡ δαπάνη θὰ καλυφθῇ ἀπὸ τὸ πρόγραμμα δημοσίων ἐπενδύσεων.	[971, 811, 1193, 850]
column-2	[383, 18, 607, 2306]
headline: Ο ΒΑΣΙΛΕΥΣ ΚΑΙ ΤΑ ΜΕΛΗ ΤΗΣ ΚΥΒΕΡΝΗΣΕΩΣ ΘΑ ΑΦΙΧΘΟΥΝ ΕΙΣ ΤΗΝ ΘΕΣΣΑΛΟΝΙΚΗΝ ΔΙΑ ΤΟΝ ΕΟΡΤΑΣΜΟΝ ΤΗΣ 28ΗΣ ΟΚΤΩΒΡΙΟΥ	[20, 18, 373, 91]
article-body: ΑΘΗΝΑΙ, 18.— Κηρύσσονται ἀναγκαστικαὶ ἀπαλλοτριώσεις ἐκτάσεων διὰ τὴν ἐκτέλεσιν δημοσίων ἔργων εἰς διαφόρους περιοχὰς τῆς χώρας, συμφώνως πρὸς ἀπόφασιν τοῦ ὑπουργείου δημοσίων ἔργων.	[20, 346, 375, 376]
article-body: ΣΥΝΕΧΕΙΑ ἐκ τῆς 6ης σελίδος. Ὁ Ὀλυμπιακὸς Κυ. ἀπεκλείσθη ἀπὸ τὴν διοργάνωσιν.	[20, 874, 363, 885]
article	[18, 328, 375, 375]
article-body: Ὁ θεσμὸς τῶν Θεσσαλονίκης ἐπαγγελματιῶν συνῆλθεν εἰς σύσκεψιν καὶ ἐξέλεξε τὰς νέας προεδρίας τῶν ὀργανώσεων. Ἡ «Τεσκόνες» ἀπεφάσισε νὰ ἐπεκτείνῃ τὰς δραστηριότητάς της εἰς ὅλην τὴν Βόρειον Ἑλλάδα.	[971, 138, 1193, 187]
article-body: ΚΑΒΑΛΑ, 18.— Ἐκ τῆς νομαρχίας ἀνακοινοῦται ὅτι ἀρχίζουν αἱ ἐργασίαι εὐπρεπισμοῦ τῶν μνημείων τῆς πόλεως ἐν ὄψει τῆς ἑορτῆς τῆς 28ης Ὀκτωβρίου.	[971, 465, 1193, 495]
article	[383, 701, 607, 758]
headline: ΚΑΤΕΛΗΦΘΗΣΑΝ ΝΑ ΠΑΙΖΟΥΝ ΠΟΚΑ	[398, 1048, 593, 1075]
article-body: ΠΑΡΙΣΙΟΙ, 18. (Ἀσσ. Πρὲς).— Ὁ ἡγέτης τῆς ἀλγερινῆς ἐπαναστάσεως ἀπειλεῖ νὰ ἀνατρέψῃ τὸν πρωθυπουργὸν Μπουμεντιέν. Εἰς δηλώσεις του ἐτόνισεν ὅτι τὸ καθεστὼς δὲν ἐκφράζει τὴν θέλησιν τοῦ λαοῦ.	[1203, 695, 1570, 724]
headline: ΟΙΚΤΑΜΗΝΟΣ ΦΥΛΑΚΙΣΙΣ ΕΙΣ ΤΕΣΣ ΧΟΡΟΦΥΛΑΚΑ ΔΙΑ ΔΩΡΟΔΟΚΙΑΝ	[385, 699, 605, 726]
article-body: ΣΥΝΕΧΕΙΑ ἐκ τῆς 5ης σελίδος. Ὁ Ὀλυμπιακὸς Λευκωσίας ἡττήθη ὑπὸ τῆς Ζέλιεζνιτσαρ μὲ 3-1 καὶ ἀπεκλείσθη ἀπὸ τὴν συνέχειαν τοῦ Κυπέλλου. Ὁ ἀγὼν διεξήχθη ἐνώπιον πολυαρίθμων θεατῶν. Τὸ πρῶτον ἡμίχρονον ἔληξε 1-0. Εἰς τὸ δεύτερον οἱ γηπεδοῦχοι ἐπέτυχον δύο ἀκόμη τέρματα, ἐνῷ οἱ Κύπριοι ἐμείωσαν εἰς 3-1.	[20, 762, 375, 811]
article	[18, 172, 375, 260]
headline: Η ΠΕΡΣΙΑ ΑΠΟΡΡΙΠΤΕΙ ΟΛΑΣ ΤΑΣ ΠΡΟΤΑΣΕΙΣ ΠΕΡΙ ΔΙΑΛΥΣΕΩΣ ΤΟΥ ΣΥΜΦΩΝΟΥ ΤΟΥ ΣΕΝΤΟ	[619, 376, 957, 422]
column-3	[615, 18, 961, 2306]
headline: ΗΡΝΗΘΗ ΝΑ ΕΦΟΔΙΑΣΗ ΤΟΝ ΛΟΓΑΡΙΑΣΜΟΝ ΤΟΥ	[404, 1116, 587, 1143]
headline: ΚΑΤΑΔΙΚΗ ΔΙΑ ΔΥΣΦΗΜΗΣΙΝ	[403, 845, 588, 860]
article-body: ΑΘΗΝΑΙ, 18.— Ἐνεκρίθη ἡ δαπάνη διὰ τὴν ἐπέκτασιν τοῦ διαδρόμου τοῦ ἀερολιμένος Ἀνδρου, ὥστε νὰ δύναται νὰ ἐξυπηρετῇ μεγαλύτερα ἀεροσκάφη.	[971, 602, 1193, 632]
table-row: Ἀγγλικῆς 266,00	[391, 178, 599, 189]
article-body: ΑΘΗΝΑΙ, 18.— Ὁ Ἀστὴρ Ἀναλάβε, ἐτῶν 22, ἐκ Λιβύης, συνελήφθη διότι ἠρνήθη νὰ ἐξοφλήσῃ τὸν λογαριασμὸν τοῦ ξενοδοχείου.	[385, 1145, 607, 1175]
headline: Ο ΑΡΧΙΕΠΙΣΚΟΠΟΣ ΕΙΣ ΓΕΥΜΑ ΞΕΝΩΝ ΑΝΤΑΠΟΚΡΙΤΩΝ	[399, 255, 592, 283]
article	[1201, 971, 1570, 1007]
article-body: ΑΘΗΝΑΙ, 18.— Ὑπὸ τῆς ἐθνικῆς στατιστικῆς ὑπηρεσίας ἀνακοινοῦται ὅτι κατὰ τὸν μῆνα Ἰούνιον ἐσημειώθη αἰσθητὴ ἄνοδος εἰς ὅλους τοὺς δείκτας τοῦ ἐξωτερικοῦ ἐμπορίου. Δείκτης μέσης ἀξίας εἰσαγωγῶν 111,1, ἐξαγωγῶν 137,5.	[617, 236, 961, 266]
article	[1201, 913, 1570, 961]
newspaper-page	[18, 18, 1570, 2306]
article-body: ΑΘΗΝΑΙ, 18.— Χοροστατοῦντος τοῦ Μητροπολίτου ἐτελέσθη τὸ μνημόσυνον τοῦ εὐεργέτου Θεοδ. Κοσίκα, ὁ ὁποῖος διέθεσε σημαντικὸν μέρος τῆς περιουσίας του διὰ κοινωφελεῖς σκοπούς.	[971, 225, 1193, 265]
headline: Ο ΕΥΠΡΕΠΙΣΜΟΣ ΤΩΝ ΜΝΗΜΕΙΩΝ	[973, 450, 1189, 464]
article-body: ΑΘΗΝΑΙ, 18.— Ὁ ὑφυπουργὸς προεδρίας κ. Θ. Παπακωνσταντίνου ἐδέχθη τὸν κ. Πέτερ Κόρκ, διευθυντὴν τοῦ Διεθνοῦς Ἰνστιτούτου Τύπου, μετὰ τοῦ ὁποίου συνεζήτησε ζητήματα τοῦ Τύπου.	[971, 60, 1193, 99]
article-body: ΑΘΗΝΑΙ, 18.— Ὑπεγράφη σύμβασις μεταξὺ τῆς Τραπέζης Ἑλλάδος καὶ τσεχοσλοβακικοῦ ὀργανισμοῦ διὰ τὴν προμήθειαν κερμάτων.	[971, 534, 1193, 564]
article-body: ΒΑΡΣΟΒΙΑ, 18. (Ρώυτερ).— Ὁ κορυφαῖος Ἀμερικανὸς φυσικὸς καθηγητὴς Πικὰρ ἐδήλωσεν ὅτι ἡ διεθνὴς συνεργασία ἐπιστημόνων εἶναι ἀπαραίτητος διὰ τὴν ἐξερεύνησιν τῶν βυθῶν.	[1203, 750, 1570, 781]
headline: Ο Κ. ΑΝΔΡΟΥΤΣΟΠΟΥΛΟΣ ΕΔΕΧΘΗ ΕΚΠΡΟΣΩΠΟΥΣ ΑΔΕΔΥ ΚΑΙ ΔΙΚΗΓΟΡΩΝ	[394, 343, 596, 383]
headline: Ο ΕΓΓΟΝΟΣ ΤΣΩΡΤΣΙΛ ΕΙΣ ΜΝΗΜΟΣΥΝΟΝ ΤΟΥ ΠΑΠΠΟΥ ΤΟΥ	[1208, 243, 1563, 270]
article	[1201, 189, 1570, 233]
headline: ΕΞΑΚΟΛΟΥΘΕΙ ΤΟ ΡΕΥΜΑ ΤΩΝ ΜΕΤΑΝΑΣΤΩΝ ΠΡΟΣ ΤΗΝ ΑΓΓΛΙΑΝ	[1206, 302, 1565, 329]
article	[383, 257, 607, 333]
headline: ΝΕΑΙ ΠΡΟΣΠΑΘΕΙΑΙ ΔΙΑ ΤΗΝ ΕΝΟΠΟΙΗΣΙΝ ΤΩΝ ΑΝΤΙΜΑΧΟΜΕΝΩΝ ΕΙΣ ΝΟΤ. ΑΡΑΒΙΑΝ	[629, 465, 947, 496]
table-row: Ναπολεόν 205,00	[391, 196, 599, 207]
article-body: Ὁ κ. ὑπουργὸς συντονισμοῦ ἀφοῦ ἀνεφέρθη εἰς τὰ μέτρα τὰ ὁποῖα ἔλαβεν ἡ κυβέρνησις, ἐτόνισεν ὅτι ἡ συνεργασία τοῦ δημοσίου καὶ τοῦ ἰδιωτικοῦ τομέως εἶναι ἀπαραίτητος. Εἰς τὴν συνέχειαν ὡμίλησαν οἱ ἐκπρόσωποι τῶν βιομηχάνων οἱ ὁποῖοι ἐξέφρασαν τὴν ἱκανοποίησίν των διὰ τὰ ληφθέντα μέτρα καὶ ὑπεσχέθησαν τὴν πλήρη συνεργασίαν των.	[20, 644, 375, 693]
article	[383, 532, 607, 611]
article-body: Ἐκ τοῦ Γ΄ Σ.Σ. ἀνακοινοῦται ὅτι θὰ ἐκτελεσθοῦν βολαὶ εἰς τὴν περιοχὴν τοῦ Γ΄ Στρατοῦ. Κατὰ τὰς ἡμέρας 6-24 θὰ ἐκτελεσθοῦν βολαὶ εἰς τὰ πεδία βολῆς Κιλκίς, Λαγκαδᾶ καὶ Σερρῶν. Ἀπαγορεύεται ἡ κυκλοφορία εἰς τὰς περιοχὰς αὐτάς.	[971, 391, 1193, 440]
article	[383, 1049, 607, 1106]
article	[615, 276, 961, 364]
article-body: ΚΑΛΙΦΟΡΝΙΑ, 18. (Ἰδιαιτ. Τύπου).— Ὁ Ἀμερικανὸς δημοσιογράφος ὁ ὁποῖος ἐπεσκέφθη πρόσφατα τὴν Ἑλλάδα διεπίστωσε βελτίωσιν τῆς καταστάσεως. Εἰς ἄρθρον του ἀναφέρει ὅτι ἡ τάξις καὶ ἡ ἀσφάλεια ἐπικρατοῦν εἰς ὅλην τὴν χώραν.	[617, 334, 961, 364]
article	[1201, 303, 1570, 360]
article-body: ΑΘΗΝΑΙ, 18.— Κατελήφθησαν ὑπὸ ἀστυνομικῶν ὀργάνων νὰ παίζουν πόκα εἰς οἰκίαν τῆς Κυψέλης πέντε ἄτομα.	[385, 1077, 607, 1106]
headline: ΝΑΥΤΗΣ ΣΚΟΠΟΣ ΕΦΟΝΕΥΣΕ ΚΑΡΧΑΡΙΑΝ	[989, 642, 1173, 670]
headline: ΚΑΙ Η "ΝΤΑΙΗΛΥ ΤΕΛΕΓΚΡΑΦ" ΔΗΜΟΣΙΕΥΕΙ ΑΡΘΡΟΝ ΥΠΕΡ ΤΗΣ ΚΑΤΑΣΤΑΣΕΩΣ ΕΙΣ ΤΗΝ ΕΛΛΑΔΑ ΕΝΩ ΚΑΤ' ΑΡΧΗΝ ΕΙΧΕΝ ΥΙΟΘΕΤΗΣΕΙ ΕΧΘΡΙΚΗΝ ΣΤΑΣΙΝ	[618, 19, 958, 79]
article-body: ΝΤΕΛΗΙ, 18. (Ἡνωμ. Τύπος).— Ὁ ἀριθμὸς τῶν Ἰνδῶν μεταναστῶν πρὸς τὴν Ἀγγλίαν ἐξακολουθεῖ νὰ αὐξάνεται. Κατὰ τὸ τελευταῖον ἑξάμηνον μετηνάστευσαν περίπου 250.000 ἄτομα.	[1203, 330, 1570, 360]
headline: ΑΝΑΓΚΑΣΤΙΚΑΙ ΑΠΑΛΛΟΤΡΙΩΣΕΙΣ	[72, 327, 321, 344]
article	[1201, 418, 1570, 453]
article	[383, 120, 607, 246]
article-body: ΑΘΗΝΑΙ, 18.— Δι' ἀποφάσεως τοῦ ὑπουργοῦ οἰκονομικῶν ἐγκρίνεται ἡ καταβολὴ ἀποζημιώσεων εἰς τοὺς ἰδιοκτήτας ἀκινήτων ποὺ ἀπηλλοτριώθησαν διὰ τὴν ἐκτέλεσιν ἔργων δημοσίας ὠφελείας. Τὸ συνολικὸν ποσὸν ἀνέρχεται εἰς 792.700 δρχ.	[385, 471, 607, 521]
headline: ΥΠΕΣΤΗ ΕΓΚΑΥΜΑΤΑ ΑΠΟ ΕΚΡΗΞΙΝ ΑΕΡΙΟΥ ΒΟΘΡΟΥ	[1217, 864, 1554, 879]
article-body: ΑΘΗΝΑΙ, 18.— Διὰ ἀποφάσεως τοῦ ὑπουργοῦ ἐσωτερικῶν ὑποχρεοῦνται οἱ δῆμοι καὶ αἱ κοινότητες νὰ μεριμνοῦν διὰ τὴν καθαριότητα τῶν κοινοχρήστων παραλιακῶν χώρων.	[385, 572, 607, 611]
headline: ΣΙΤΕΜΠΟΡΟΣ ΚΑΤΕΔΙΚΑΣΘΗ ΔΙΑ ΑΠΟΘΑΡΗΣΙΝ ΣΥΤΙΣΙΝ	[392, 979, 598, 1006]
column-rule	[611, 18, 612, 2306]
column-rule	[1197, 18, 1198, 2306]
article-body: ΑΜΒΟΥΡΓΟΝ, 18. (Ἀθην. Πρακτ.).— Ἡ γερμανικὴ ἐφημερὶς «Ντὶ Βέλτ» ἐκφράζει πικρίαν διὰ τὰς ἐπικρίσεις αἱ ὁποῖαι διατυπώνονται εἰς βάρος τῆς Ἑλλάδος εἰς ὡρισμένους κύκλους τῆς Δύσεως. Ἡ ἐφημερὶς ἐξαίρει τὴν ἐπελθοῦσαν γενικὴν ἀλλαγὴν εἰς τὴν χώραν καὶ τονίζει ὅτι ἡ Ἑλλὰς παραμένει πιστὸς σύμμαχος τοῦ ΝΑΤΟ. Ἡ οἰκονομία σημειώνει ἀξιόλογον ἀνάπτυξιν.	[1203, 128, 1570, 178]
article	[383, 622, 607, 690]
